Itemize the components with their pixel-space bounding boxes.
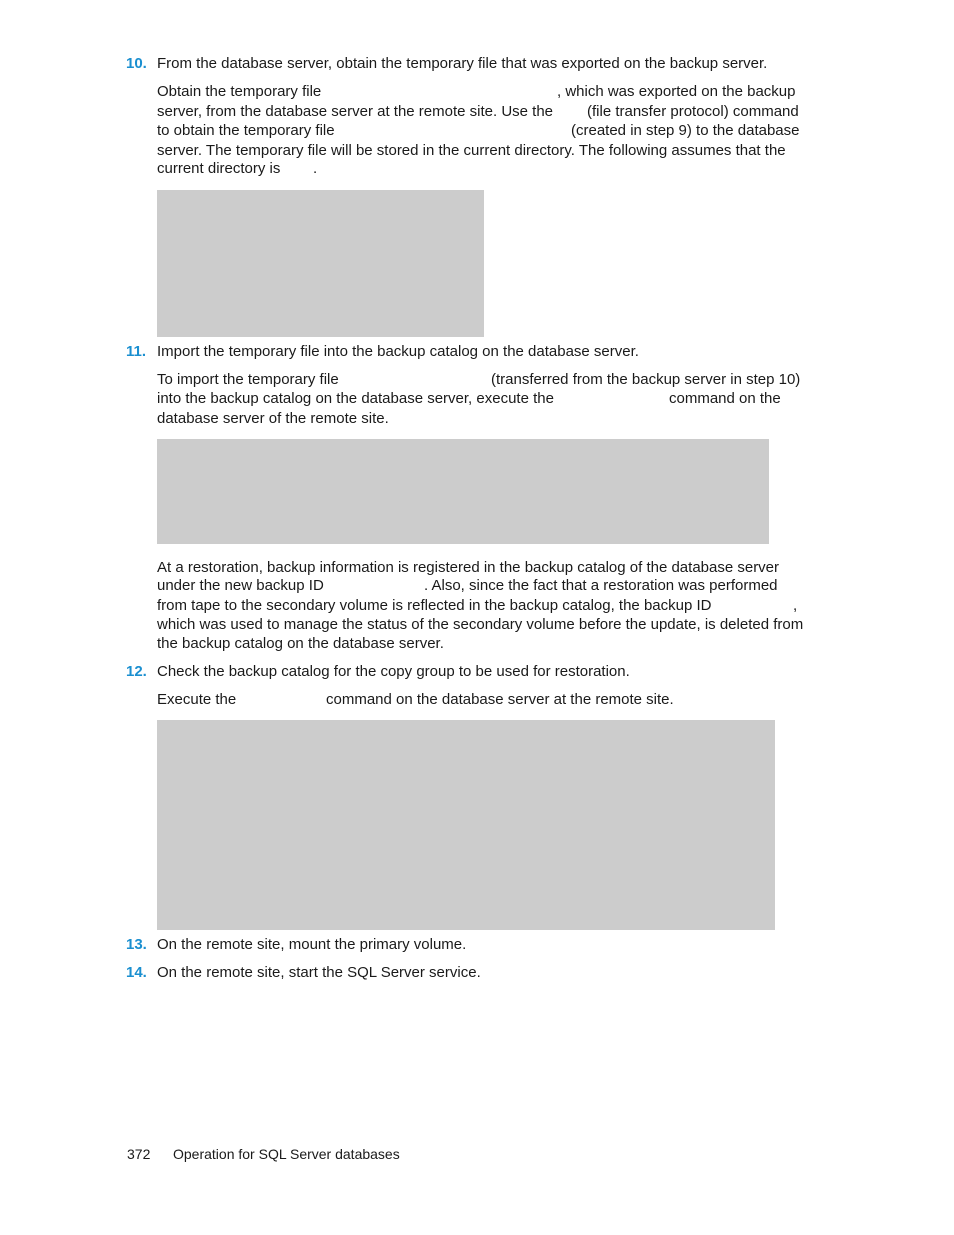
step10-body-line: , which was exported on the backup [557, 83, 796, 100]
step11-body-line: command on the [669, 390, 781, 407]
step-heading: Check the backup catalog for the copy group to be used for restoration. [157, 663, 630, 680]
step11-body-line: To import the temporary file [157, 371, 339, 388]
step11-note-line: the backup catalog on the database server. [157, 635, 444, 652]
step10-body-line: (created in step 9) to the database [571, 122, 800, 139]
step-number: 10. [126, 55, 147, 72]
step10-body-line: (file transfer protocol) command [587, 103, 799, 120]
step11-body-line: into the backup catalog on the database server, execute the [157, 390, 554, 407]
step-heading: On the remote site, start the SQL Server service. [157, 964, 481, 981]
step12-body-line: command on the database server at the remote site. [326, 691, 674, 708]
step11-note-line: , [793, 597, 798, 614]
step10-body-line: to obtain the temporary file [157, 122, 335, 139]
step10-body-line: . [313, 160, 318, 177]
step-number: 12. [126, 663, 147, 680]
step11-note-line: . Also, since the fact that a restoration was performed [424, 577, 778, 594]
step-heading: On the remote site, mount the primary volume. [157, 936, 467, 953]
step-number: 14. [126, 964, 147, 981]
step12-body-line: Execute the [157, 691, 237, 708]
page-number: 372 [127, 1146, 151, 1162]
step11-body-line: database server of the remote site. [157, 410, 389, 427]
step-heading: Import the temporary file into the backup catalog on the database server. [157, 343, 639, 360]
step-number: 13. [126, 936, 147, 953]
code-block [157, 439, 769, 544]
step11-body-line: (transferred from the backup server in step 10) [491, 371, 801, 388]
step11-note-line: under the new backup ID [157, 577, 324, 594]
footer-section-title: Operation for SQL Server databases [173, 1146, 400, 1162]
step11-note-line: At a restoration, backup information is registered in the backup catalog of the database server [157, 559, 780, 576]
step10-body-line: Obtain the temporary file [157, 83, 322, 100]
code-block [157, 190, 484, 337]
step11-note-line: which was used to manage the status of the secondary volume before the update, is deleted from [157, 616, 804, 633]
step10-body-line: current directory is [157, 160, 281, 177]
step-number: 11. [126, 343, 147, 360]
code-block [157, 720, 775, 930]
step11-note-line: from tape to the secondary volume is reflected in the backup catalog, the backup ID [157, 597, 712, 614]
step10-body-line: server. The temporary file will be stored in the current directory. The following assumes that the [157, 142, 786, 159]
step10-body-line: server, from the database server at the remote site. Use the [157, 103, 554, 120]
step-heading: From the database server, obtain the temporary file that was exported on the backup server. [157, 55, 768, 72]
